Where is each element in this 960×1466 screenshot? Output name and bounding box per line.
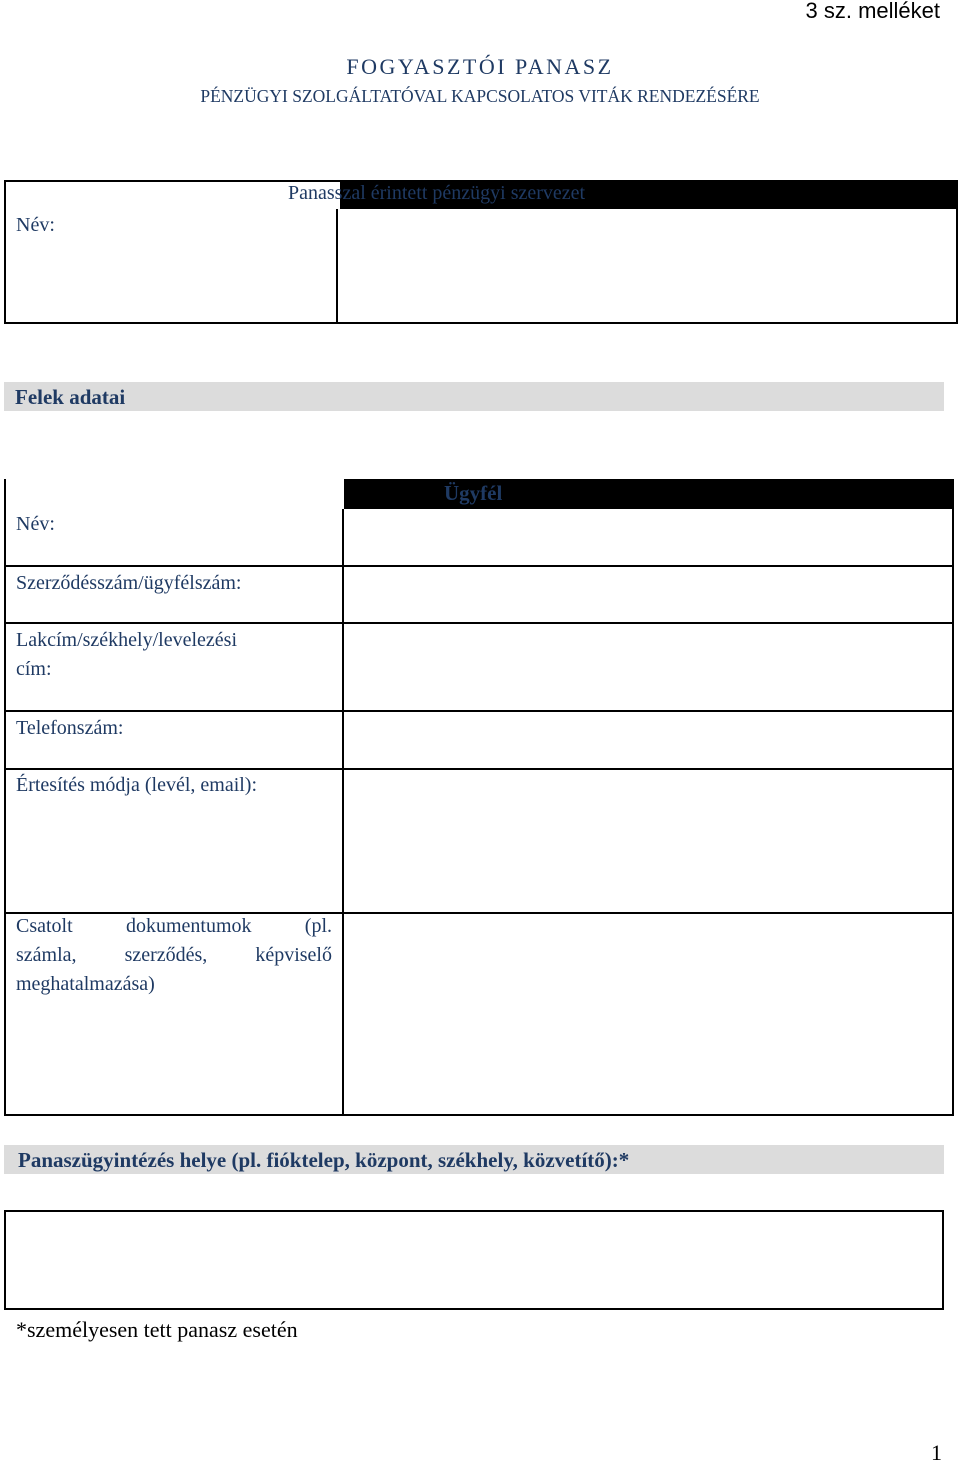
attached-documents-label-line: számla, szerződés, képviselő <box>16 944 332 966</box>
attached-documents-label-line: meghatalmazása) <box>16 973 155 995</box>
client-name-field[interactable] <box>344 509 952 565</box>
page-number: 1 <box>931 1440 942 1465</box>
notification-method-label: Értesítés módja (levél, email): <box>16 774 258 796</box>
organisation-header-label: Panasszal érintett pénzügyi szervezet <box>288 182 586 204</box>
attached-documents-label <box>16 912 332 999</box>
organisation-name-label: Név: <box>16 214 55 236</box>
phone-label: Telefonszám: <box>16 717 124 739</box>
annex-label: 3 sz. melléket <box>805 0 940 23</box>
organisation-name-field[interactable] <box>340 211 956 322</box>
attached-documents-field[interactable] <box>344 914 952 1114</box>
client-column-header-bar <box>344 479 952 509</box>
address-label-line: cím: <box>16 658 52 680</box>
footnote: *személyesen tett panasz esetén <box>16 1317 298 1342</box>
notification-method-field[interactable] <box>344 770 952 912</box>
document-title: FOGYASZTÓI PANASZ <box>346 54 614 79</box>
phone-field[interactable] <box>344 712 952 768</box>
document-subtitle: PÉNZÜGYI SZOLGÁLTATÓVAL KAPCSOLATOS VITÁK RENDEZÉSÉRE <box>200 86 760 106</box>
address-field[interactable] <box>344 624 952 710</box>
address-label <box>16 626 237 684</box>
parties-section-header: Felek adatai <box>4 382 944 411</box>
handling-place-field[interactable] <box>4 1210 944 1310</box>
contract-number-label: Szerződésszám/ügyfélszám: <box>16 572 242 594</box>
contract-number-field[interactable] <box>344 567 952 622</box>
organisation-divider <box>336 209 338 324</box>
handling-place-header: Panaszügyintézés helye (pl. fióktelep, központ, székhely, közvetítő):* <box>4 1145 944 1174</box>
client-column-header: Ügyfél <box>444 481 503 505</box>
address-label-line: Lakcím/székhely/levelezési <box>16 629 238 651</box>
client-name-label: Név: <box>16 513 55 535</box>
attached-documents-label-line: Csatolt dokumentumok (pl. <box>16 915 332 937</box>
